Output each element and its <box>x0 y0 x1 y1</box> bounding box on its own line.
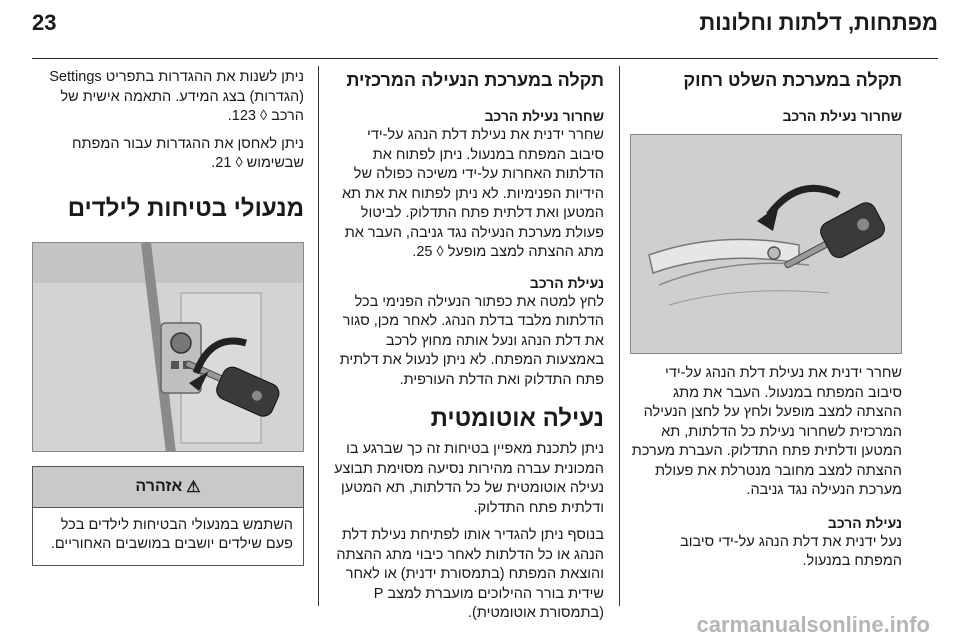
page-number: 23 <box>32 10 57 35</box>
child-lock-illustration <box>32 243 303 452</box>
header-rule <box>32 58 938 59</box>
section-heading-auto-lock: נעילה אוטומטית <box>430 405 604 432</box>
column-remote-failure <box>630 68 902 572</box>
paragraph: שחרר ידנית את נעילת דלת הנהג על-ידי סיבוב המפתח במנעול. ניתן לפתוח את הדלתות האחרות על-ידי משיכה כפולה של הידיות הפנימיות. לא ניתן לפתוח את את תא המטען ואת דלתית פתח התדלוק. לביטול פעולת מערכת הנעילה נגד גניבה, העבר את מתג ההצתה למצב מופעל ◊ 25. <box>341 127 604 260</box>
door-handle-illustration <box>630 135 901 354</box>
warning-box <box>32 466 304 566</box>
paragraph: שחרר ידנית את נעילת דלת הנהג על-ידי סיבוב המפתח במנעול. העבר את מתג ההצתה למצב מופעל ולחץ על לחצן הנעילה המרכזית לשחרור נעילת כל הדלתות, תא המטען ודלתית פתח התדלוק. העברת מערכת ההצתה למצב מחובר מנטרלת את פעולת מערכת הנעילה נגד גניבה. <box>631 365 902 498</box>
page-title: מפתחות, דלתות וחלונות <box>699 10 938 35</box>
column-child-locks <box>32 68 304 566</box>
paragraph: ניתן לתכנת מאפיין בטיחות זה כך שברגע בו המכונית עברה מהירות נסיעה מסוימת תבוצע נעילה אוטומטית של כל הדלתות, תא המטען ודלתית פתח התדלוק. <box>334 441 604 516</box>
column-divider <box>318 66 319 606</box>
paragraph: נעל ידנית את דלת הנהג על-ידי סיבוב המפתח במנעול. <box>680 533 902 569</box>
figure-key-in-door-lock <box>630 134 902 354</box>
warning-triangle-icon: ⚠ <box>186 478 201 496</box>
watermark: carmanualsonline.info <box>696 612 930 637</box>
subheading-lock: נעילת הרכב <box>529 274 604 291</box>
paragraph: ניתן לאחסן את ההגדרות עבור המפתח שבשימוש ◊ 21. <box>71 135 304 171</box>
subheading-unlock: שחרור נעילת הרכב <box>782 108 902 124</box>
section-heading: תקלה במערכת השלט רחוק <box>683 70 902 90</box>
section-heading-child-locks: מנעולי בטיחות לילדים <box>67 194 304 222</box>
warning-text: השתמש במנעולי הבטיחות לילדים בכל פעם שילדים יושבים במושבים האחוריים. <box>50 516 293 552</box>
paragraph: ניתן לשנות את ההגדרות בתפריט Settings (הגדרות) בצג המידע. התאמה אישית של הרכב ◊ 123. <box>49 69 304 124</box>
paragraph: לחץ למטה את כפתור הנעילה הפנימי בכל הדלתות מלבד בדלת הנהג. לאחר מכן, סגור את דלת הנהג ונעל אותה מחוץ לרכב באמצעות המפתח. לא ניתן לנעול את דלתית פתח התדלוק ואת הדלת העורפית. <box>339 293 604 388</box>
figure-child-lock <box>32 242 304 452</box>
subheading-unlock: שחרור נעילת הרכב <box>484 108 604 124</box>
warning-title: אזהרה <box>135 477 183 495</box>
column-divider <box>619 66 620 606</box>
column-central-locking-failure <box>332 68 604 624</box>
section-heading: תקלה במערכת הנעילה המרכזית <box>346 70 604 90</box>
subheading-lock: נעילת הרכב <box>827 514 902 531</box>
warning-header <box>33 467 303 508</box>
paragraph: בנוסף ניתן להגדיר אותו לפתיחת נעילת דלת הנהג או כל הדלתות לאחר כיבוי מתג ההצתה והוצאת המפתח (בתמסורת ידנית) או לאחר שידית בורר ההילוכים מועברת למצב P (בתמסורת אוטומטית). <box>336 527 604 621</box>
